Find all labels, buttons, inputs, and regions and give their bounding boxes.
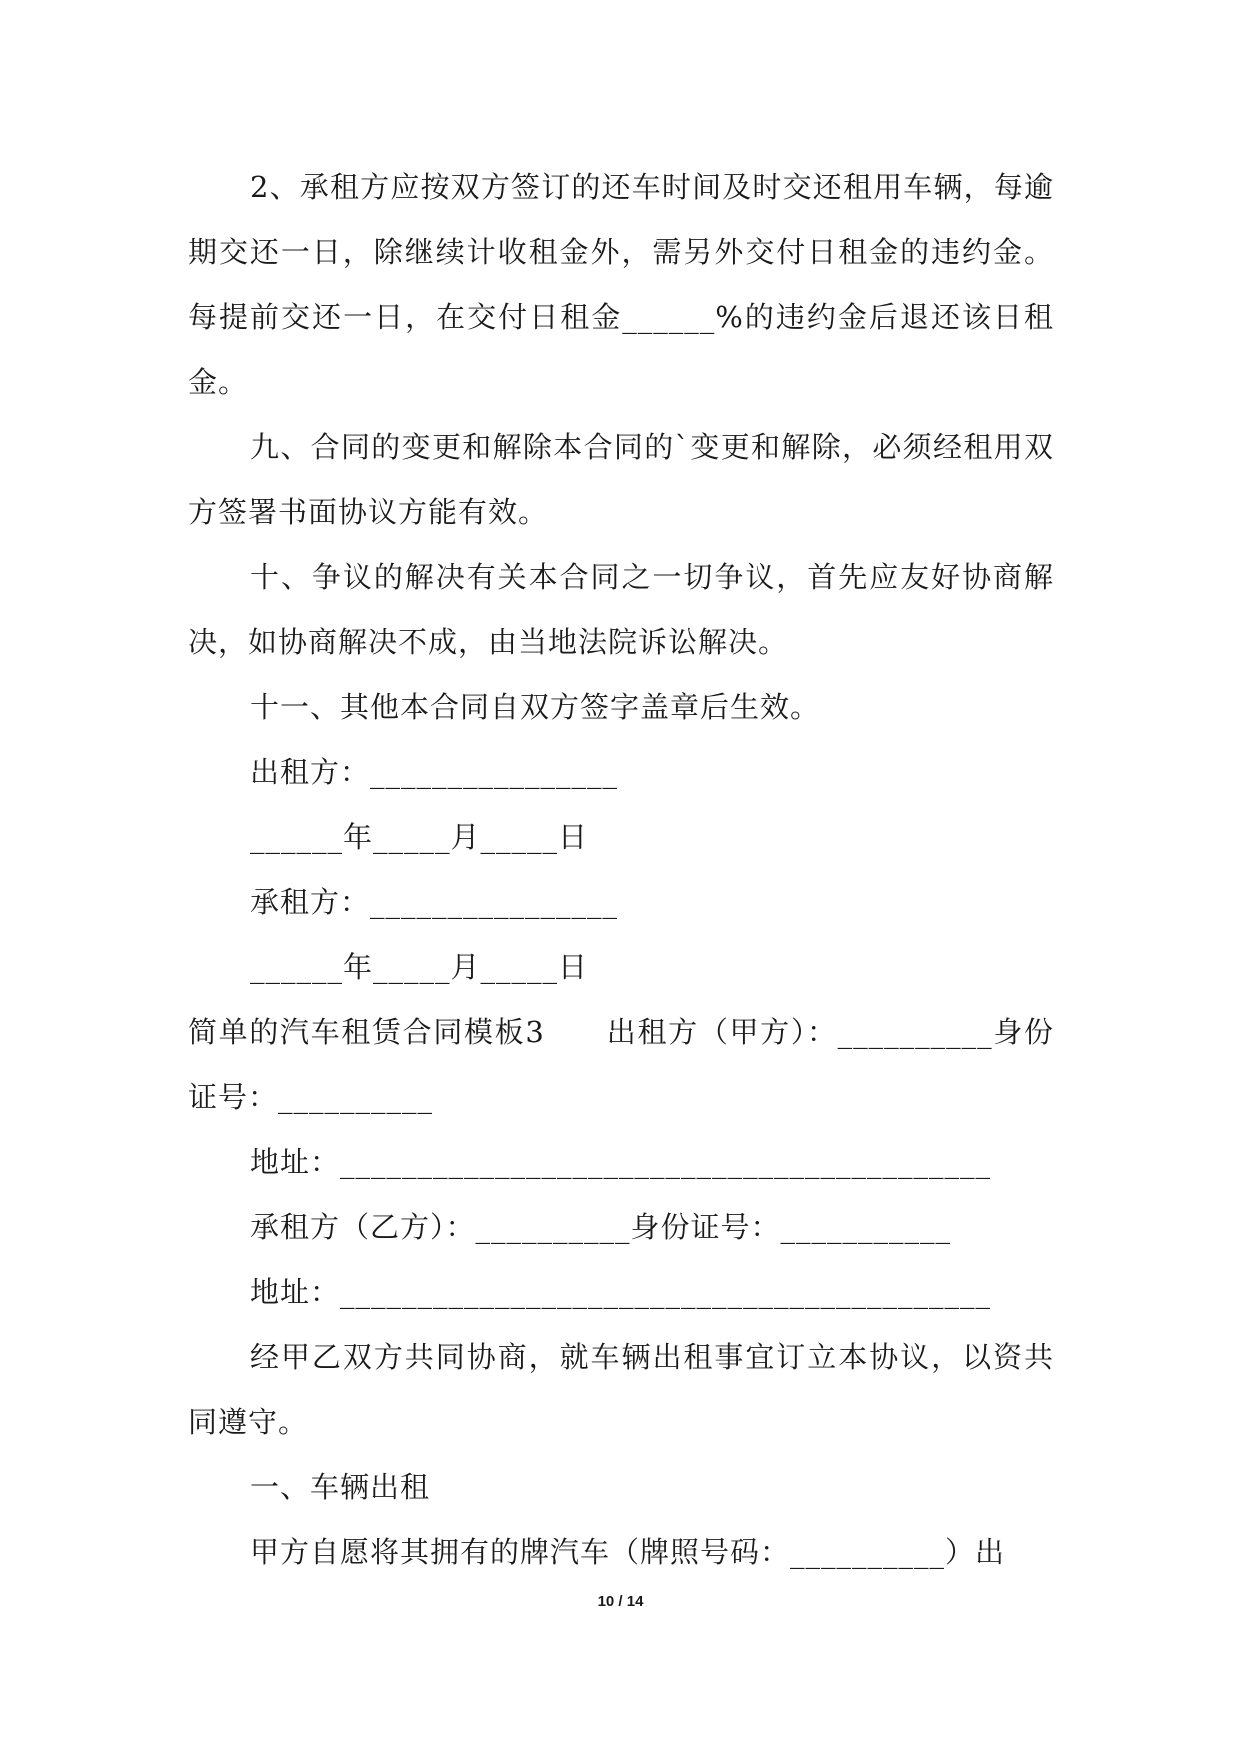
lessor-signature-line: 出租方：________________ xyxy=(250,755,619,789)
clause-eleven-other: 十一、其他本合同自双方签字盖章后生效。 xyxy=(250,690,821,724)
section-one-text: 甲方自愿将其拥有的牌汽车（牌照号码：__________）出 xyxy=(250,1535,1006,1569)
lessee-date-line: ______年_____月_____日 xyxy=(250,950,589,984)
party-a-address-line: 地址：__________________________________________ xyxy=(250,1145,992,1179)
party-b-info-line: 承租方（乙方）：__________身份证号：___________ xyxy=(250,1210,952,1244)
agreement-preamble: 经甲乙双方共同协商，就车辆出租事宜订立本协议，以资共同遵守。 xyxy=(188,1340,1054,1439)
lessee-signature-line: 承租方：________________ xyxy=(250,885,619,919)
section-one-heading: 一、车辆出租 xyxy=(250,1470,431,1504)
page-number: 10 / 14 xyxy=(597,1593,644,1610)
party-b-address-line: 地址：__________________________________________ xyxy=(250,1275,992,1309)
template-three-heading: 简单的汽车租赁合同模板3 出租方（甲方）：__________身份证号：__________ xyxy=(188,1015,1054,1114)
document-body xyxy=(188,155,1054,1585)
clause-nine-amendment: 九、合同的变更和解除本合同的`变更和解除，必须经租用双方签署书面协议方能有效。 xyxy=(188,430,1054,529)
clause-return-vehicle: 2、承租方应按双方签订的还车时间及时交还租用车辆，每逾期交还一日，除继续计收租金外，需另外交付日租金的违约金。每提前交还一日，在交付日租金______%的违约金后退还该日租金。 xyxy=(188,170,1054,399)
clause-ten-dispute: 十、争议的解决有关本合同之一切争议，首先应友好协商解决，如协商解决不成，由当地法院诉讼解决。 xyxy=(188,560,1054,659)
lessor-date-line: ______年_____月_____日 xyxy=(250,820,589,854)
